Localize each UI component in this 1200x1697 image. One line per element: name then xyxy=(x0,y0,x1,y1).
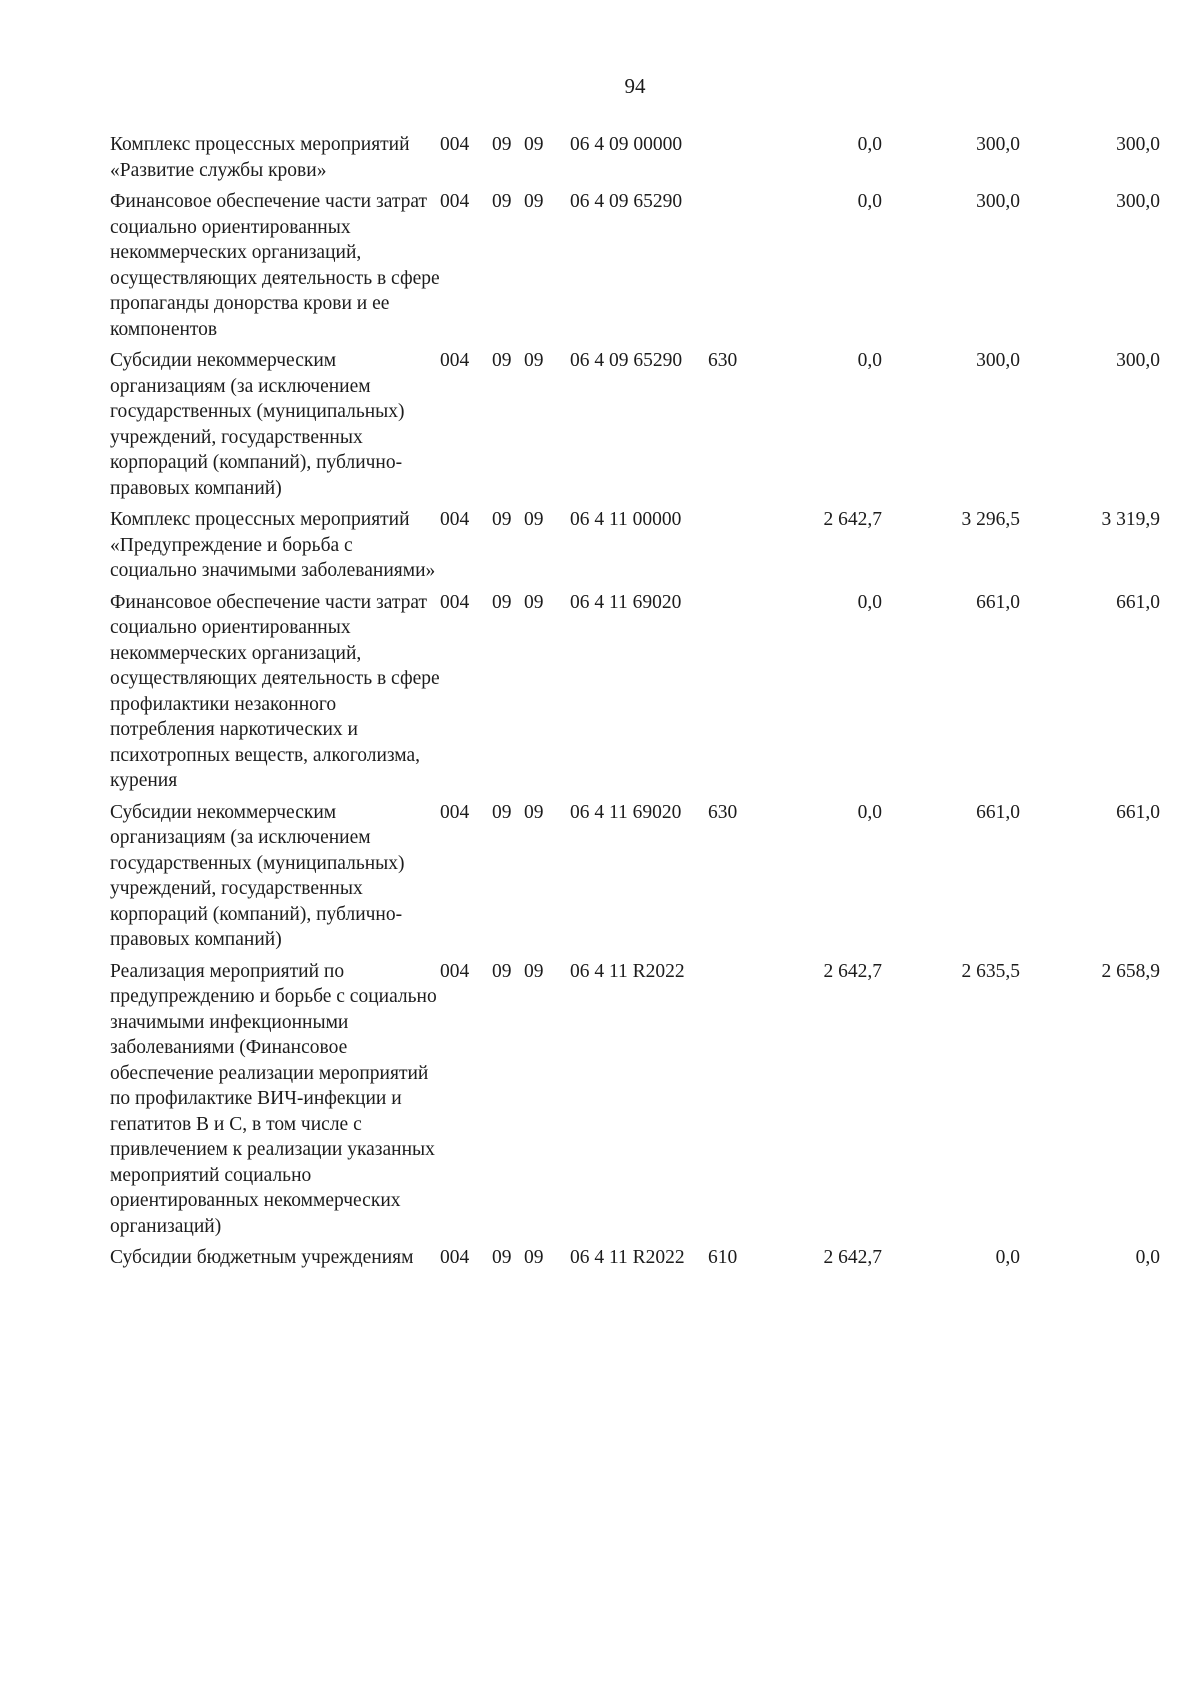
row-subsection-code: 09 xyxy=(524,591,544,613)
row-section-code: 09 xyxy=(492,1247,512,1268)
row-subsection-code: 09 xyxy=(524,801,544,823)
row-amount-1: 0,0 xyxy=(857,191,882,212)
row-subsection-code: 09 xyxy=(524,1247,544,1268)
row-amount-3: 300,0 xyxy=(1116,350,1160,371)
row-amount-1: 0,0 xyxy=(857,591,882,613)
row-name: Финансовое обеспечение части затрат социально ориентированных некоммерческих организаций, осуществляющих деятельность в сфере профилактики незаконного потребления наркотических и психотропных веществ, алкоголизма, курения xyxy=(110,591,440,791)
row-expense-type: 610 xyxy=(708,1247,738,1268)
row-amount-2: 300,0 xyxy=(976,134,1020,155)
table-row xyxy=(110,590,1180,794)
row-name: Субсидии некоммерческим организациям (за исключением государственных (муниципальных) учреждений, государственных корпораций (компаний), публично-правовых компаний) xyxy=(110,350,405,499)
row-amount-3: 0,0 xyxy=(1135,1247,1160,1268)
row-amount-3: 661,0 xyxy=(1116,801,1160,823)
row-amount-3: 300,0 xyxy=(1116,191,1160,212)
row-subsection-code: 09 xyxy=(524,134,544,155)
row-amount-1: 0,0 xyxy=(857,801,882,823)
row-ved-code: 004 xyxy=(440,1247,470,1268)
row-expense-type: 630 xyxy=(708,801,738,823)
row-ved-code: 004 xyxy=(440,134,470,155)
row-amount-1: 2 642,7 xyxy=(823,509,882,530)
row-ved-code: 004 xyxy=(440,801,470,823)
row-amount-3: 661,0 xyxy=(1116,591,1160,613)
row-target-article: 06 4 11 R2022 xyxy=(570,960,685,982)
row-target-article: 06 4 11 R2022 xyxy=(570,1247,685,1268)
row-ved-code: 004 xyxy=(440,350,470,371)
row-subsection-code: 09 xyxy=(524,509,544,530)
row-section-code: 09 xyxy=(492,509,512,530)
row-target-article: 06 4 11 69020 xyxy=(570,591,682,613)
table-row xyxy=(110,132,1180,183)
row-section-code: 09 xyxy=(492,350,512,371)
page-number: 94 xyxy=(624,74,646,98)
row-amount-3: 3 319,9 xyxy=(1101,509,1160,530)
row-name: Субсидии некоммерческим организациям (за исключением государственных (муниципальных) учреждений, государственных корпораций (компаний), публично-правовых компаний) xyxy=(110,801,405,950)
row-expense-type: 630 xyxy=(708,350,738,371)
row-ved-code: 004 xyxy=(440,509,470,530)
row-section-code: 09 xyxy=(492,191,512,212)
table-row xyxy=(110,189,1180,342)
budget-table xyxy=(110,132,1180,1277)
row-target-article: 06 4 09 00000 xyxy=(570,134,683,155)
row-target-article: 06 4 11 69020 xyxy=(570,801,682,823)
row-amount-1: 2 642,7 xyxy=(823,960,882,982)
row-amount-1: 0,0 xyxy=(857,134,882,155)
row-amount-3: 2 658,9 xyxy=(1101,960,1160,982)
row-section-code: 09 xyxy=(492,960,512,982)
row-amount-3: 300,0 xyxy=(1116,134,1160,155)
row-section-code: 09 xyxy=(492,801,512,823)
row-amount-2: 661,0 xyxy=(976,801,1020,823)
row-amount-2: 300,0 xyxy=(976,191,1020,212)
row-amount-1: 2 642,7 xyxy=(823,1247,882,1268)
row-name: Субсидии бюджетным учреждениям xyxy=(110,1247,414,1268)
row-target-article: 06 4 11 00000 xyxy=(570,509,682,530)
row-amount-1: 0,0 xyxy=(857,350,882,371)
row-name: Реализация мероприятий по предупреждению и борьбе с социально значимыми инфекционными заболеваниями (Финансовое обеспечение реализации мероприятий по профилактике ВИЧ-инфекции и гепатитов В и С, в том числе с привлечением к реализации указанных мероприятий социально ориентированных некоммерческих организаций) xyxy=(110,960,437,1237)
table-row xyxy=(110,959,1180,1240)
row-ved-code: 004 xyxy=(440,591,470,613)
row-subsection-code: 09 xyxy=(524,350,544,371)
table-row xyxy=(110,1245,1180,1271)
row-amount-2: 0,0 xyxy=(995,1247,1020,1268)
row-name: Финансовое обеспечение части затрат социально ориентированных некоммерческих организаций, осуществляющих деятельность в сфере пропаганды донорства крови и ее компонентов xyxy=(110,191,440,340)
row-subsection-code: 09 xyxy=(524,191,544,212)
row-subsection-code: 09 xyxy=(524,960,544,982)
table-row xyxy=(110,507,1180,584)
row-ved-code: 004 xyxy=(440,191,470,212)
row-target-article: 06 4 09 65290 xyxy=(570,191,683,212)
row-ved-code: 004 xyxy=(440,960,470,982)
row-name: Комплекс процессных мероприятий «Предупреждение и борьба с социально значимыми заболеваниями» xyxy=(110,509,436,581)
row-amount-2: 661,0 xyxy=(976,591,1020,613)
row-amount-2: 3 296,5 xyxy=(961,509,1020,530)
row-section-code: 09 xyxy=(492,134,512,155)
table-row xyxy=(110,800,1180,953)
row-name: Комплекс процессных мероприятий «Развитие службы крови» xyxy=(110,134,410,181)
row-amount-2: 300,0 xyxy=(976,350,1020,371)
table-row xyxy=(110,348,1180,501)
row-amount-2: 2 635,5 xyxy=(961,960,1020,982)
row-section-code: 09 xyxy=(492,591,512,613)
row-target-article: 06 4 09 65290 xyxy=(570,350,683,371)
